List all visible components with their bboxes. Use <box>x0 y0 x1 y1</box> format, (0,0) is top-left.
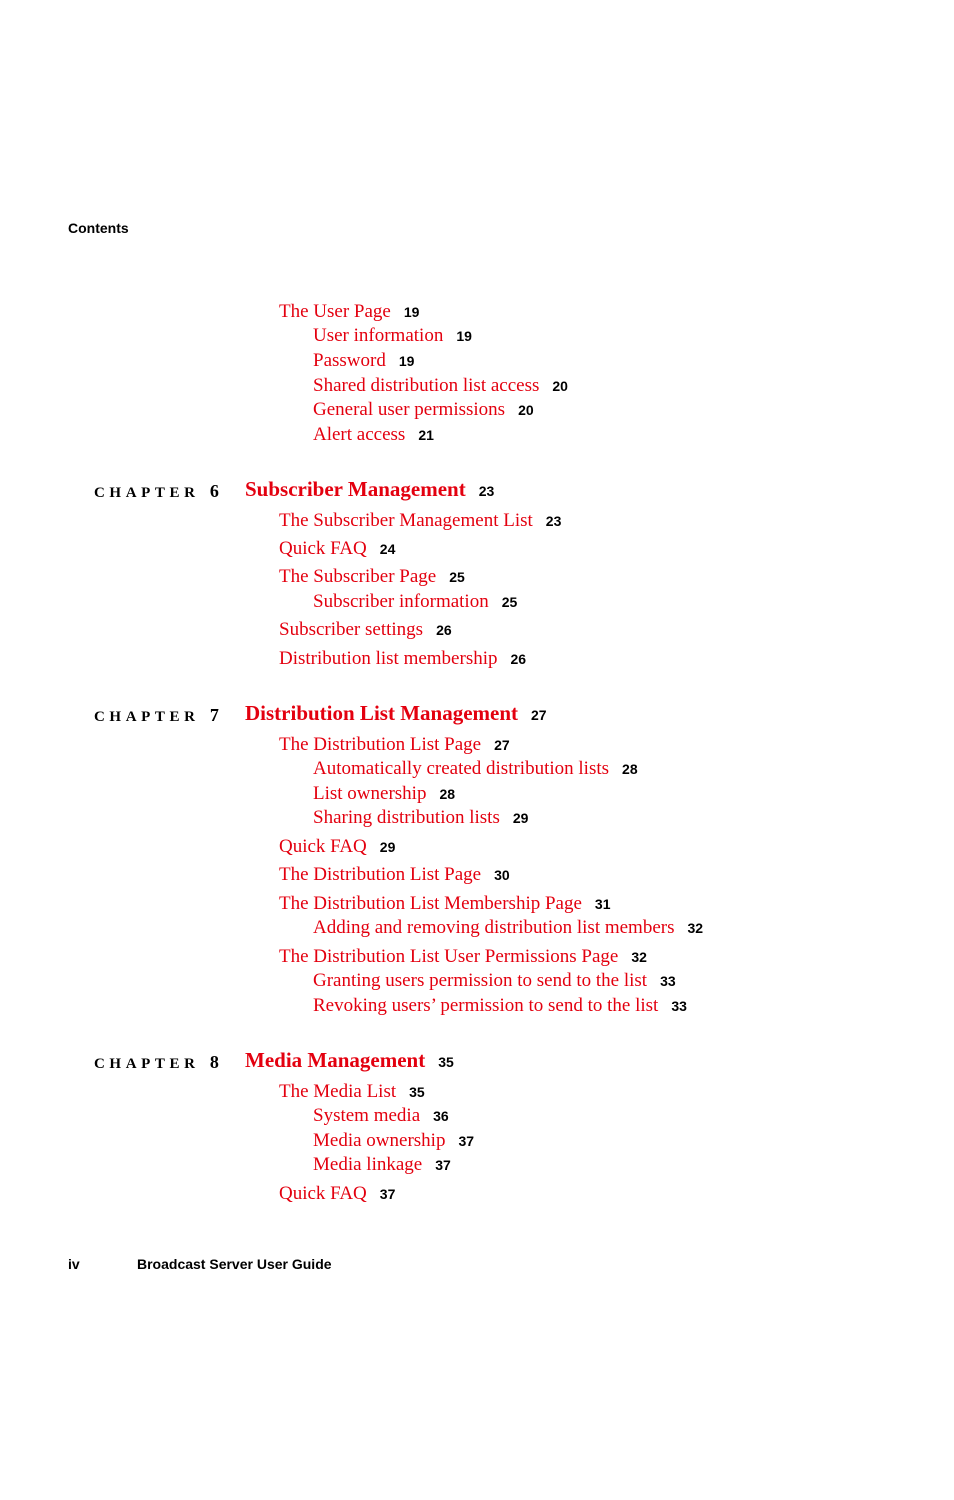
page-number: 26 <box>436 622 452 638</box>
page-number: 19 <box>398 353 415 369</box>
toc-entry[interactable] <box>279 1182 395 1206</box>
toc-entry-title: Media ownership <box>313 1130 446 1151</box>
page-number: 20 <box>518 402 534 418</box>
toc-subentry[interactable] <box>313 1153 451 1177</box>
toc-entry[interactable] <box>279 509 561 533</box>
toc-entry-title: The Subscriber Page <box>279 566 437 587</box>
chapter-title[interactable] <box>245 701 547 726</box>
toc-entry[interactable] <box>279 892 610 916</box>
page-number: 37 <box>458 1133 475 1149</box>
chapter-word: CHAPTER <box>94 709 200 725</box>
page-number: 31 <box>594 896 611 912</box>
toc-subentry[interactable] <box>313 398 534 422</box>
toc-entry-title: Quick FAQ <box>279 538 367 559</box>
chapter-word: CHAPTER <box>94 1056 200 1072</box>
toc-entry-title: Revoking users’ permission to send to the list <box>313 995 659 1016</box>
page-number: 33 <box>660 973 676 989</box>
page-number: 35 <box>409 1084 425 1100</box>
toc-entry[interactable] <box>279 537 395 561</box>
chapter-label <box>94 1052 219 1073</box>
toc-subentry[interactable] <box>313 757 638 781</box>
toc-entry[interactable] <box>279 733 510 757</box>
toc-entry-title: List ownership <box>313 783 427 804</box>
page-number: 26 <box>510 651 527 667</box>
page-number: 28 <box>439 786 456 802</box>
toc-entry-title: User information <box>313 325 444 346</box>
toc-subentry[interactable] <box>313 423 434 447</box>
page-number: 30 <box>494 867 510 883</box>
chapter-number: 8 <box>209 1052 219 1072</box>
toc-subentry[interactable] <box>313 1129 474 1153</box>
toc-entry-title: Distribution list membership <box>279 648 498 669</box>
toc-entry[interactable] <box>279 945 647 969</box>
footer-book-title: Broadcast Server User Guide <box>137 1256 332 1272</box>
page-number: 37 <box>435 1157 451 1173</box>
toc-entry-title: Subscriber settings <box>279 619 424 640</box>
page-number: 36 <box>433 1108 449 1124</box>
toc-entry[interactable] <box>279 1080 425 1104</box>
page-number: 25 <box>501 594 518 610</box>
toc-subentry[interactable] <box>313 916 703 940</box>
toc-entry-title: The Distribution List Page <box>279 734 482 755</box>
page-footer <box>68 1256 332 1272</box>
page-number: 25 <box>449 569 465 585</box>
chapter-number: 7 <box>209 705 219 725</box>
chapter-title-text: Distribution List Management <box>245 701 518 725</box>
page-number: 23 <box>478 483 495 499</box>
toc-entry-title: Shared distribution list access <box>313 375 540 396</box>
page-number: 32 <box>687 920 704 936</box>
page-number: 19 <box>403 304 420 320</box>
page-number: 27 <box>531 707 547 723</box>
page-number: 35 <box>438 1054 454 1070</box>
toc-subentry[interactable] <box>313 782 455 806</box>
page-number: 29 <box>379 839 396 855</box>
page-number: 29 <box>512 810 529 826</box>
toc-entry-title: General user permissions <box>313 399 506 420</box>
toc-entry-title: Subscriber information <box>313 591 489 612</box>
toc-entry[interactable] <box>279 565 465 589</box>
toc-subentry[interactable] <box>313 374 568 398</box>
toc-subentry[interactable] <box>313 324 472 348</box>
page-number: 20 <box>552 378 568 394</box>
page-number: 23 <box>545 513 562 529</box>
toc-entry-title: Quick FAQ <box>279 836 367 857</box>
page-number: 27 <box>494 737 510 753</box>
toc-subentry[interactable] <box>313 1104 449 1128</box>
page-number: 19 <box>456 328 472 344</box>
chapter-label <box>94 481 219 502</box>
page-number: 37 <box>379 1186 396 1202</box>
toc-entry-title: Automatically created distribution lists <box>313 758 610 779</box>
toc-entry[interactable] <box>279 618 452 642</box>
toc-subentry[interactable] <box>313 806 528 830</box>
toc-entry-title: The Media List <box>279 1081 397 1102</box>
toc-entry-title: The Distribution List Membership Page <box>279 893 582 914</box>
chapter-word: CHAPTER <box>94 485 200 501</box>
chapter-label <box>94 705 219 726</box>
toc-entry[interactable] <box>279 647 526 671</box>
toc-entry[interactable] <box>279 300 419 324</box>
chapter-title[interactable] <box>245 1048 454 1073</box>
chapter-title[interactable] <box>245 477 494 502</box>
toc-entry-title: Adding and removing distribution list members <box>313 917 675 938</box>
page-number: 21 <box>418 427 434 443</box>
toc-subentry[interactable] <box>313 969 676 993</box>
toc-entry[interactable] <box>279 863 510 887</box>
toc-subentry[interactable] <box>313 349 414 373</box>
toc-entry-title: Password <box>313 350 386 371</box>
running-header: Contents <box>68 220 129 236</box>
chapter-title-text: Media Management <box>245 1048 426 1072</box>
toc-subentry[interactable] <box>313 590 517 614</box>
toc-entry-title: The Subscriber Management List <box>279 510 533 531</box>
toc-entry-title: System media <box>313 1105 421 1126</box>
chapter-number: 6 <box>209 481 219 501</box>
page-number: 32 <box>631 949 647 965</box>
toc-subentry[interactable] <box>313 994 687 1018</box>
toc-entry-title: Sharing distribution lists <box>313 807 500 828</box>
toc-entry-title: The User Page <box>279 301 391 322</box>
toc-entry-title: Quick FAQ <box>279 1183 367 1204</box>
page-number: 28 <box>622 761 638 777</box>
toc-entry-title: Granting users permission to send to the list <box>313 970 648 991</box>
toc-entry-title: Alert access <box>313 424 406 445</box>
toc-entry-title: The Distribution List Page <box>279 864 482 885</box>
page-number: 24 <box>379 541 396 557</box>
footer-page-number: iv <box>68 1256 80 1272</box>
toc-entry[interactable] <box>279 835 395 859</box>
toc-entry-title: Media linkage <box>313 1154 423 1175</box>
toc-entry-title: The Distribution List User Permissions Page <box>279 946 619 967</box>
page-number: 33 <box>671 998 687 1014</box>
chapter-title-text: Subscriber Management <box>245 477 466 501</box>
